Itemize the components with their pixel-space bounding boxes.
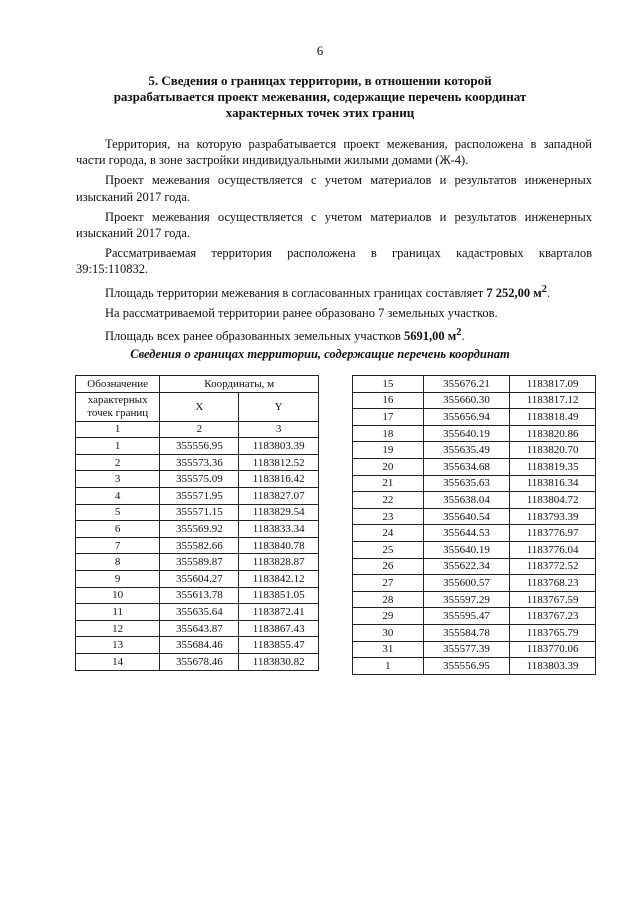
- y-coordinate: 1183772.52: [510, 558, 596, 575]
- y-coordinate: 1183776.97: [510, 525, 596, 542]
- x-coordinate: 355635.64: [160, 604, 239, 621]
- point-number: 8: [76, 554, 160, 571]
- x-coordinate: 355556.95: [160, 438, 239, 455]
- y-coordinate: 1183867.43: [239, 620, 319, 637]
- point-number: 25: [353, 541, 424, 558]
- point-number: 28: [353, 591, 424, 608]
- point-number: 12: [76, 620, 160, 637]
- y-coordinate: 1183765.79: [510, 624, 596, 641]
- y-coordinate: 1183768.23: [510, 575, 596, 592]
- point-number: 22: [353, 492, 424, 509]
- x-coordinate: 355676.21: [423, 376, 510, 393]
- table-title: Сведения о границах территории, содержащие перечень координат: [130, 347, 510, 361]
- area-value: 7 252,00 м: [486, 285, 542, 300]
- y-coordinate: 1183793.39: [510, 508, 596, 525]
- table-row: [353, 392, 596, 409]
- x-coordinate: 355589.87: [160, 554, 239, 571]
- y-coordinate: 1183830.82: [239, 653, 319, 670]
- table-row: [353, 376, 596, 393]
- table-row: [353, 575, 596, 592]
- area-text: Площадь территории межевания в согласованных границах составляет: [105, 285, 487, 300]
- point-number: 21: [353, 475, 424, 492]
- plots-area-text: Площадь всех ранее образованных земельных участков: [105, 329, 404, 344]
- point-number: 15: [353, 376, 424, 393]
- table-row: [76, 521, 319, 538]
- table-row: [76, 554, 319, 571]
- point-number: 18: [353, 425, 424, 442]
- x-coordinate: 355643.87: [160, 620, 239, 637]
- y-coordinate: 1183817.12: [510, 392, 596, 409]
- table-row: [76, 604, 319, 621]
- y-coordinate: 1183833.34: [239, 521, 319, 538]
- point-number: 1: [353, 658, 424, 675]
- y-coordinate: 1183767.59: [510, 591, 596, 608]
- y-coordinate: 1183803.39: [239, 438, 319, 455]
- x-coordinate: 355604.27: [160, 570, 239, 587]
- table-row: [353, 525, 596, 542]
- x-coordinate: 355577.39: [423, 641, 510, 658]
- table-row: [353, 458, 596, 475]
- table-row: [353, 624, 596, 641]
- x-coordinate: 355634.68: [423, 458, 510, 475]
- column-number-3: 3: [239, 421, 319, 438]
- x-coordinate: 355640.54: [423, 508, 510, 525]
- table-row: [76, 471, 319, 488]
- y-coordinate: 1183820.86: [510, 425, 596, 442]
- table-row: [76, 504, 319, 521]
- y-coordinate: 1183840.78: [239, 537, 319, 554]
- point-number: 23: [353, 508, 424, 525]
- point-number: 20: [353, 458, 424, 475]
- point-number: 3: [76, 471, 160, 488]
- header-point-label-line-2: характерных: [87, 393, 148, 406]
- point-number: 13: [76, 637, 160, 654]
- body-text: [76, 136, 592, 349]
- header-coordinates: Координаты, м: [160, 376, 319, 393]
- point-number: 6: [76, 521, 160, 538]
- area-end: .: [546, 285, 551, 300]
- point-number: 2: [76, 454, 160, 471]
- y-coordinate: 1183804.72: [510, 492, 596, 509]
- y-coordinate: 1183816.34: [510, 475, 596, 492]
- x-coordinate: 355613.78: [160, 587, 239, 604]
- coordinates-table-right: [352, 375, 596, 675]
- table-row: [353, 425, 596, 442]
- plots-area-end: .: [461, 329, 465, 344]
- point-number: 26: [353, 558, 424, 575]
- header-point-label-line-3: точек границ: [87, 406, 149, 419]
- paragraph-project-1: Проект межевания осуществляется с учетом материалов и результатов инженерных изысканий 2017 года.: [76, 173, 592, 204]
- y-coordinate: 1183818.49: [510, 409, 596, 426]
- x-coordinate: 355571.15: [160, 504, 239, 521]
- table-row: [353, 409, 596, 426]
- table-row: [353, 541, 596, 558]
- paragraph-cadastral: Рассматриваемая территория расположена в границах кадастровых кварталов 39:15:110832.: [76, 246, 592, 277]
- x-coordinate: 355640.19: [423, 541, 510, 558]
- header-x: X: [160, 392, 239, 421]
- y-coordinate: 1183816.42: [239, 471, 319, 488]
- paragraph-area: [76, 282, 592, 301]
- table-row: [353, 442, 596, 459]
- point-number: 30: [353, 624, 424, 641]
- table-row: [353, 558, 596, 575]
- point-number: 16: [353, 392, 424, 409]
- x-coordinate: 355635.63: [423, 475, 510, 492]
- y-coordinate: 1183842.12: [239, 570, 319, 587]
- x-coordinate: 355635.49: [423, 442, 510, 459]
- y-coordinate: 1183851.05: [239, 587, 319, 604]
- y-coordinate: 1183803.39: [510, 658, 596, 675]
- table-row: [76, 570, 319, 587]
- header-point-label-2: [76, 392, 160, 421]
- point-number: 5: [76, 504, 160, 521]
- header-row: [76, 392, 319, 421]
- point-number: 29: [353, 608, 424, 625]
- heading-line-3: характерных точек этих границ: [225, 105, 415, 120]
- x-coordinate: 355638.04: [423, 492, 510, 509]
- header-point-label-1: Обозначение: [76, 376, 160, 393]
- x-coordinate: 355600.57: [423, 575, 510, 592]
- x-coordinate: 355622.34: [423, 558, 510, 575]
- point-number: 4: [76, 487, 160, 504]
- y-coordinate: 1183820.70: [510, 442, 596, 459]
- x-coordinate: 355556.95: [423, 658, 510, 675]
- x-coordinate: 355575.09: [160, 471, 239, 488]
- column-number-2: 2: [160, 421, 239, 438]
- x-coordinate: 355597.29: [423, 591, 510, 608]
- point-number: 24: [353, 525, 424, 542]
- x-coordinate: 355640.19: [423, 425, 510, 442]
- paragraph-plots-area: [76, 325, 592, 344]
- x-coordinate: 355684.46: [160, 637, 239, 654]
- table-row: [353, 641, 596, 658]
- x-coordinate: 355584.78: [423, 624, 510, 641]
- x-coordinate: 355571.95: [160, 487, 239, 504]
- x-coordinate: 355595.47: [423, 608, 510, 625]
- page-number: 6: [316, 43, 324, 58]
- y-coordinate: 1183829.54: [239, 504, 319, 521]
- header-y: Y: [239, 392, 319, 421]
- y-coordinate: 1183812.52: [239, 454, 319, 471]
- table-row: [353, 591, 596, 608]
- x-coordinate: 355582.66: [160, 537, 239, 554]
- table-row: [76, 454, 319, 471]
- table-row: [76, 537, 319, 554]
- point-number: 27: [353, 575, 424, 592]
- plots-area-value: 5691,00 м: [404, 329, 457, 344]
- point-number: 11: [76, 604, 160, 621]
- y-coordinate: 1183776.04: [510, 541, 596, 558]
- table-row: [353, 658, 596, 675]
- paragraph-project-2: Проект межевания осуществляется с учетом материалов и результатов инженерных изысканий 2017 года.: [76, 209, 592, 241]
- heading-line-2: разрабатывается проект межевания, содержащие перечень координат: [113, 89, 527, 104]
- column-number-row: [76, 421, 319, 438]
- x-coordinate: 355656.94: [423, 409, 510, 426]
- point-number: 9: [76, 570, 160, 587]
- y-coordinate: 1183767.23: [510, 608, 596, 625]
- x-coordinate: 355660.30: [423, 392, 510, 409]
- table-row: [353, 475, 596, 492]
- point-number: 1: [76, 438, 160, 455]
- coordinates-table-left: [75, 375, 319, 671]
- table-row: [76, 487, 319, 504]
- table-row: [353, 608, 596, 625]
- y-coordinate: 1183872.41: [239, 604, 319, 621]
- table-row: [76, 587, 319, 604]
- x-coordinate: 355573.36: [160, 454, 239, 471]
- paragraph-plots: На рассматриваемой территории ранее образовано 7 земельных участков.: [105, 305, 498, 320]
- area-unit-sup: 2: [541, 283, 547, 295]
- y-coordinate: 1183827.07: [239, 487, 319, 504]
- x-coordinate: 355678.46: [160, 653, 239, 670]
- table-row: [353, 492, 596, 509]
- column-number-1: 1: [76, 421, 160, 438]
- y-coordinate: 1183828.87: [239, 554, 319, 571]
- table-row: [353, 508, 596, 525]
- table-row: [76, 438, 319, 455]
- point-number: 31: [353, 641, 424, 658]
- point-number: 19: [353, 442, 424, 459]
- y-coordinate: 1183819.35: [510, 458, 596, 475]
- table-row: [76, 653, 319, 670]
- point-number: 17: [353, 409, 424, 426]
- section-heading: [70, 73, 570, 121]
- heading-line-1: 5. Сведения о границах территории, в отношении которой: [148, 73, 492, 88]
- table-row: [76, 620, 319, 637]
- paragraph-territory: Территория, на которую разрабатывается проект межевания, расположена в западной части города, в зоне застройки индивидуальными жилыми домами (Ж-4).: [76, 137, 592, 168]
- x-coordinate: 355569.92: [160, 521, 239, 538]
- table-row: [76, 637, 319, 654]
- y-coordinate: 1183817.09: [510, 376, 596, 393]
- header-row: [76, 376, 319, 393]
- point-number: 14: [76, 653, 160, 670]
- x-coordinate: 355644.53: [423, 525, 510, 542]
- point-number: 10: [76, 587, 160, 604]
- y-coordinate: 1183770.06: [510, 641, 596, 658]
- point-number: 7: [76, 537, 160, 554]
- plots-area-sup: 2: [456, 327, 462, 339]
- y-coordinate: 1183855.47: [239, 637, 319, 654]
